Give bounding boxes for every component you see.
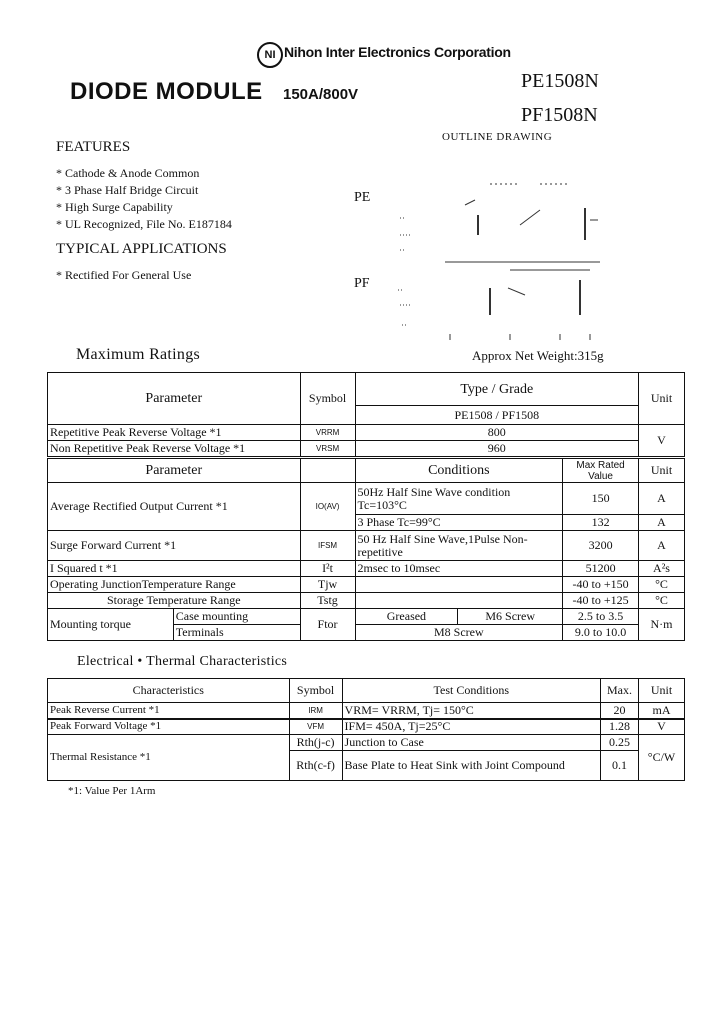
symbol-cell: Tstg: [300, 593, 355, 609]
param-cell: Repetitive Peak Reverse Voltage *1: [48, 425, 301, 441]
col-header-unit: Unit: [639, 679, 685, 703]
feature-item: * High Surge Capability: [56, 200, 173, 214]
current-ratings-table: [47, 458, 685, 641]
pe-label: PE: [354, 190, 371, 205]
char-cell: Peak Forward Voltage *1: [48, 719, 290, 735]
col-header-conditions: Conditions: [355, 459, 563, 483]
condition-cell: M6 Screw: [458, 609, 563, 625]
unit-cell: A: [639, 483, 685, 515]
page-title: DIODE MODULE: [70, 78, 263, 105]
col-header-parameter: Parameter: [48, 459, 301, 483]
features-heading: FEATURES: [56, 139, 131, 155]
unit-cell: A: [639, 515, 685, 531]
col-header-symbol-blank: [300, 459, 355, 483]
symbol-cell: VFM: [289, 719, 342, 735]
condition-cell: 3 Phase Tc=99°C: [355, 515, 563, 531]
param-cell: I Squared t *1: [48, 561, 301, 577]
sub-param-cell: Case mounting: [173, 609, 300, 625]
col-header-max: Max.: [601, 679, 639, 703]
condition-cell: 50 Hz Half Sine Wave,1Pulse Non-repetitive: [355, 531, 563, 561]
model-pe: PE1508N: [521, 70, 599, 92]
max-ratings-heading: Maximum Ratings: [76, 346, 201, 363]
param-cell: Surge Forward Current *1: [48, 531, 301, 561]
col-header-unit: Unit: [639, 373, 685, 425]
symbol-cell: Rth(c-f): [289, 751, 342, 781]
net-weight: Approx Net Weight:315g: [472, 348, 604, 363]
condition-cell: Greased: [355, 609, 458, 625]
company-logo: NI: [257, 42, 283, 68]
value-cell: 132: [563, 515, 639, 531]
col-header-max-rated: Max Rated Value: [563, 459, 639, 483]
max-cell: 0.25: [601, 735, 639, 751]
param-cell: Non Repetitive Peak Reverse Voltage *1: [48, 441, 301, 457]
table-row: [48, 483, 685, 515]
table-row: [48, 719, 685, 735]
col-header-type: Type / Grade: [355, 373, 638, 406]
feature-item: * 3 Phase Half Bridge Circuit: [56, 183, 199, 197]
model-pf: PF1508N: [521, 104, 598, 126]
param-cell: Operating JunctionTemperature Range: [48, 577, 301, 593]
unit-cell: V: [639, 719, 685, 735]
col-header-parameter: Parameter: [48, 373, 301, 425]
param-cell: Mounting torque: [48, 609, 174, 641]
unit-cell: °C: [639, 593, 685, 609]
table-row: [48, 703, 685, 719]
symbol-cell: Rth(j-c): [289, 735, 342, 751]
value-cell: -40 to +125: [563, 593, 639, 609]
value-cell: 800: [355, 425, 638, 441]
electrical-table: [47, 678, 685, 781]
max-cell: 1.28: [601, 719, 639, 735]
test-cell: Junction to Case: [342, 735, 600, 751]
voltage-ratings-table: [47, 372, 685, 457]
condition-cell: 50Hz Half Sine Wave condition Tc=103°C: [355, 483, 563, 515]
outline-drawing: [380, 170, 620, 345]
symbol-cell: IRM: [289, 703, 342, 719]
company-name: Nihon Inter Electronics Corporation: [284, 44, 511, 60]
table-row: [48, 577, 685, 593]
application-item: * Rectified For General Use: [56, 268, 192, 282]
col-header-grade: PE1508 / PF1508: [355, 406, 638, 425]
col-header-test: Test Conditions: [342, 679, 600, 703]
param-cell: Storage Temperature Range: [48, 593, 301, 609]
table-row: [48, 441, 685, 457]
test-cell: VRM= VRRM, Tj= 150°C: [342, 703, 600, 719]
table-row: [48, 425, 685, 441]
col-header-symbol: Symbol: [289, 679, 342, 703]
col-header-unit: Unit: [639, 459, 685, 483]
table-row: [48, 531, 685, 561]
symbol-cell: IO(AV): [300, 483, 355, 531]
max-cell: 20: [601, 703, 639, 719]
sub-param-cell: Terminals: [173, 625, 300, 641]
condition-cell: M8 Screw: [355, 625, 563, 641]
table-row: [48, 593, 685, 609]
footnote: *1: Value Per 1Arm: [68, 785, 156, 797]
value-cell: 2.5 to 3.5: [563, 609, 639, 625]
feature-item: * UL Recognized, File No. E187184: [56, 217, 232, 231]
max-cell: 0.1: [601, 751, 639, 781]
electrical-heading: Electrical • Thermal Characteristics: [77, 654, 288, 669]
symbol-cell: Ftor: [300, 609, 355, 641]
table-row: [48, 561, 685, 577]
value-cell: 3200: [563, 531, 639, 561]
condition-cell: [355, 577, 563, 593]
col-header-symbol: Symbol: [300, 373, 355, 425]
condition-cell: [355, 593, 563, 609]
value-cell: -40 to +150: [563, 577, 639, 593]
param-cell: Average Rectified Output Current *1: [48, 483, 301, 531]
applications-heading: TYPICAL APPLICATIONS: [56, 241, 227, 257]
unit-cell: A²s: [639, 561, 685, 577]
test-cell: Base Plate to Heat Sink with Joint Compound: [342, 751, 600, 781]
condition-cell: 2msec to 10msec: [355, 561, 563, 577]
outline-drawing-label: OUTLINE DRAWING: [442, 131, 553, 143]
unit-cell: °C/W: [639, 735, 685, 781]
symbol-cell: I²t: [300, 561, 355, 577]
symbol-cell: VRRM: [300, 425, 355, 441]
value-cell: 9.0 to 10.0: [563, 625, 639, 641]
table-row: [48, 735, 685, 751]
value-cell: 51200: [563, 561, 639, 577]
unit-cell: mA: [639, 703, 685, 719]
rating: 150A/800V: [283, 86, 359, 103]
char-cell: Thermal Resistance *1: [48, 735, 290, 781]
unit-cell: A: [639, 531, 685, 561]
value-cell: 960: [355, 441, 638, 457]
unit-cell: °C: [639, 577, 685, 593]
table-row: [48, 609, 685, 625]
test-cell: IFM= 450A, Tj=25°C: [342, 719, 600, 735]
feature-item: * Cathode & Anode Common: [56, 166, 200, 180]
pf-label: PF: [354, 276, 370, 291]
unit-cell: N·m: [639, 609, 685, 641]
symbol-cell: Tjw: [300, 577, 355, 593]
unit-cell: V: [639, 425, 685, 457]
char-cell: Peak Reverse Current *1: [48, 703, 290, 719]
col-header-characteristics: Characteristics: [48, 679, 290, 703]
symbol-cell: IFSM: [300, 531, 355, 561]
symbol-cell: VRSM: [300, 441, 355, 457]
value-cell: 150: [563, 483, 639, 515]
